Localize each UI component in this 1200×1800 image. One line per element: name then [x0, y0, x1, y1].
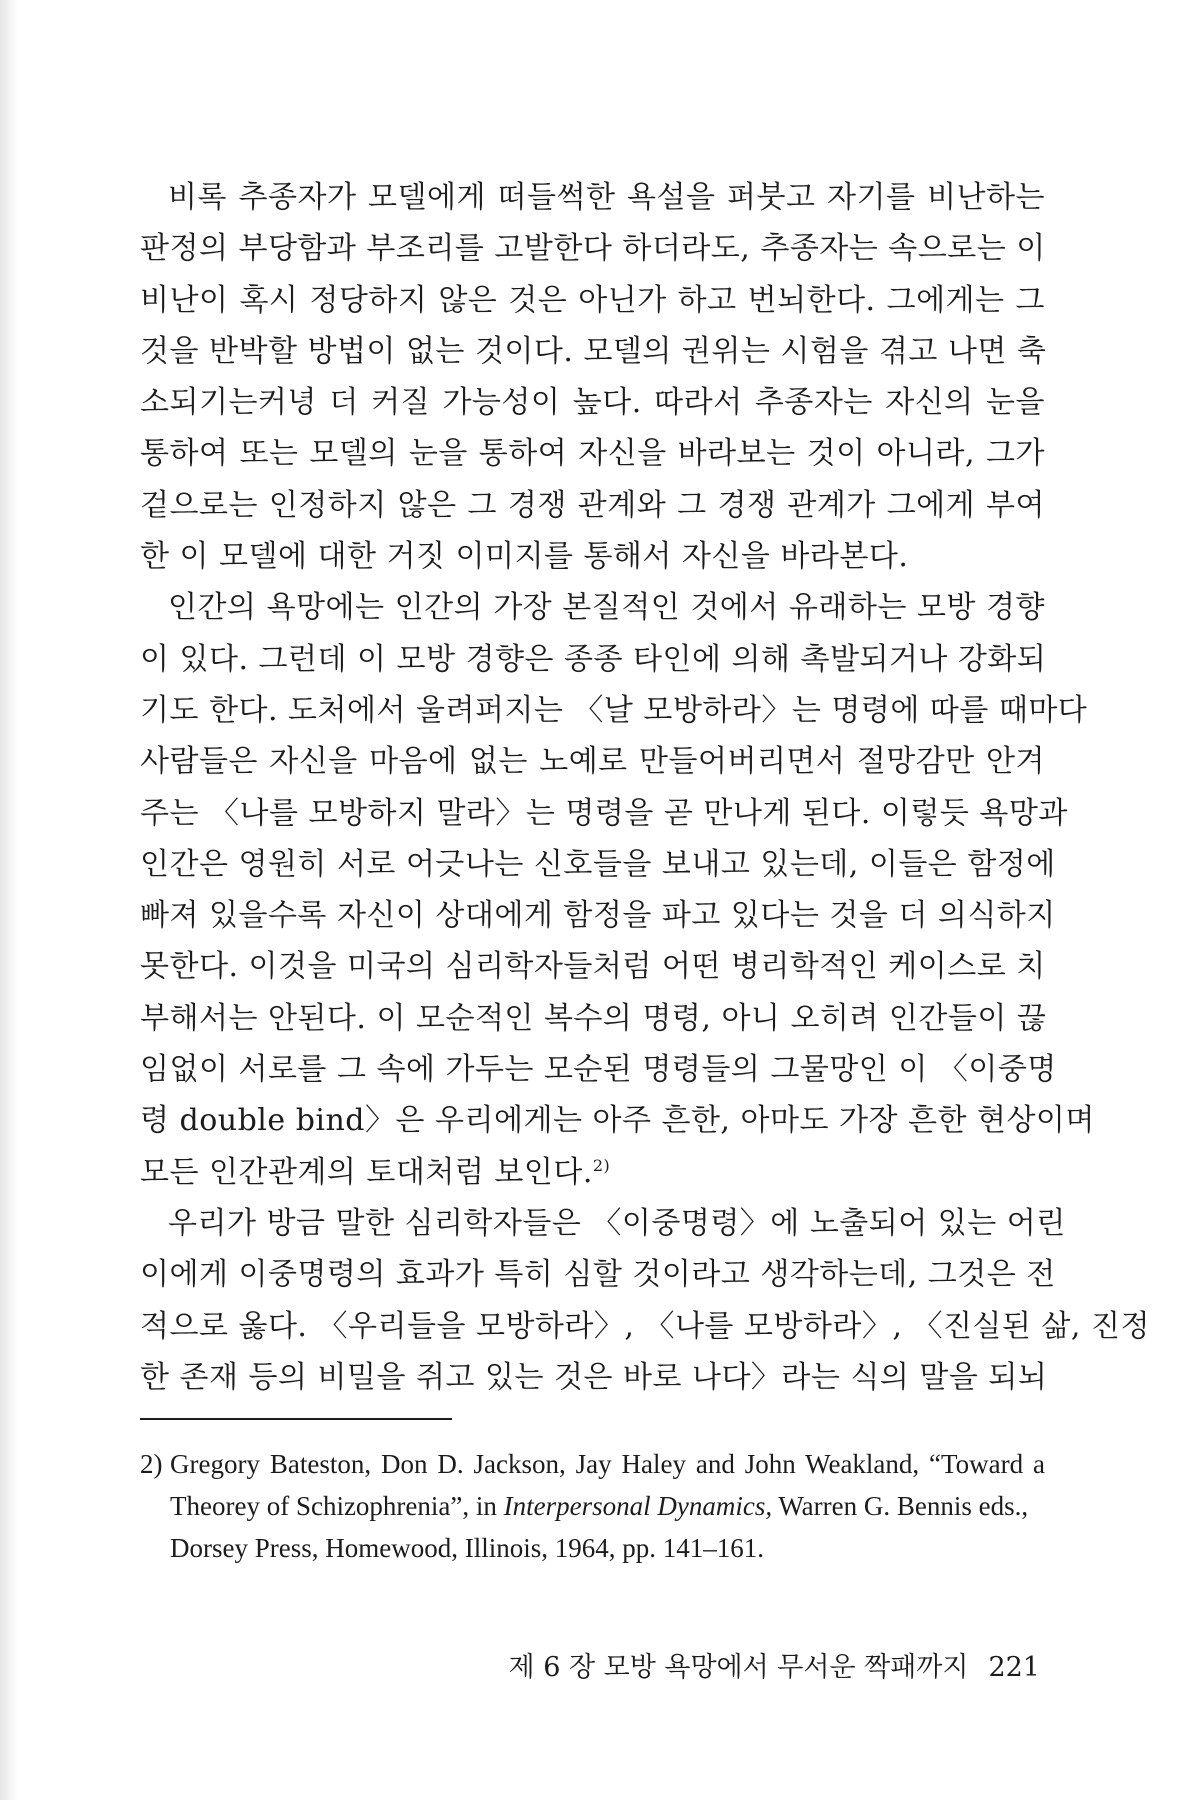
footnote-citation-publisher: Dorsey Press, Homewood, Illinois, 1964, pp. 141–161.: [170, 1533, 764, 1563]
text-line: 인간의 욕망에는 인간의 가장 본질적인 것에서 유래하는 모방 경향: [168, 590, 1045, 626]
page-number: 221: [988, 1652, 1040, 1683]
text-line: 판정의 부당함과 부조리를 고발한다 하더라도, 추종자는 속으로는 이: [140, 231, 1046, 267]
footnote-citation-editor: Warren G. Bennis eds.,: [772, 1491, 1029, 1521]
footnote-divider: [140, 1418, 452, 1420]
footnote-line: [140, 1443, 1045, 1485]
text-line: 령 double bind〉은 우리에게는 아주 흔한, 아마도 가장 흔한 현상이며: [140, 1103, 1095, 1139]
text-line: 이 있다. 그런데 이 모방 경향은 종종 타인에 의해 촉발되거나 강화되: [140, 641, 1047, 677]
text-line: 것을 반박할 방법이 없는 것이다. 모델의 권위는 시험을 겪고 나면 축: [140, 333, 1047, 369]
chapter-title: 제 6 장 모방 욕망에서 무서운 짝패까지: [508, 1652, 969, 1683]
text-line: 우리가 방금 말한 심리학자들은 〈이중명령〉에 노출되어 있는 어린: [168, 1205, 1066, 1241]
text-line: 못한다. 이것을 미국의 심리학자들처럼 어떤 병리학적인 케이스로 치: [140, 949, 1046, 985]
footnote-line: [140, 1485, 1045, 1527]
footnote: [140, 1443, 1045, 1569]
text-line: 비록 추종자가 모델에게 떠들썩한 욕설을 퍼붓고 자기를 비난하는: [168, 180, 1045, 215]
body-text: [140, 172, 1150, 1403]
text-line: 사람들은 자신을 마음에 없는 노예로 만들어버리면서 절망감만 안겨: [140, 744, 1045, 780]
footnote-book-title: Interpersonal Dynamics,: [503, 1491, 773, 1521]
footnote-citation-authors: Gregory Bateston, Don D. Jackson, Jay Haley and John Weakland, “Toward a: [170, 1449, 1045, 1479]
text-line: 이에게 이중명령의 효과가 특히 심할 것이라고 생각하는데, 그것은 전: [140, 1257, 1056, 1293]
text-line: 기도 한다. 도처에서 울려퍼지는 〈날 모방하라〉는 명령에 따를 때마다: [140, 692, 1088, 728]
footnote-reference: 2): [592, 1155, 611, 1175]
text-line: 한 이 모델에 대한 거짓 이미지를 통해서 자신을 바라본다.: [140, 539, 909, 575]
running-footer: [509, 1645, 1040, 1684]
text-line: 인간은 영원히 서로 어긋나는 신호들을 보내고 있는데, 이들은 함정에: [140, 846, 1056, 882]
text-line: 한 존재 등의 비밀을 쥐고 있는 것은 바로 나다〉라는 식의 말을 되뇌: [140, 1359, 1048, 1395]
text-line: 소되기는커녕 더 커질 가능성이 높다. 따라서 추종자는 자신의 눈을: [140, 385, 1045, 421]
page-gutter-shadow: [0, 0, 18, 1800]
text-line: 모든 인간관계의 토대처럼 보인다.: [140, 1154, 593, 1190]
text-line: 적으로 옳다. 〈우리들을 모방하라〉, 〈나를 모방하라〉, 〈진실된 삶, 진정: [140, 1308, 1150, 1344]
footnote-citation-title: Theorey of Schizophrenia”, in: [170, 1491, 504, 1521]
footnote-marker: 2): [140, 1449, 163, 1479]
footnote-line: [140, 1527, 1045, 1569]
text-line-with-footnote-ref: [140, 1147, 1045, 1198]
text-line: 빠져 있을수록 자신이 상대에게 함정을 파고 있다는 것을 더 의식하지: [140, 898, 1056, 934]
text-line: 임없이 서로를 그 속에 가두는 모순된 명령들의 그물망인 이 〈이중명: [140, 1052, 1057, 1088]
text-line: 겉으로는 인정하지 않은 그 경쟁 관계와 그 경쟁 관계가 그에게 부여: [140, 487, 1045, 523]
text-line: 통하여 또는 모델의 눈을 통하여 자신을 바라보는 것이 아니라, 그가: [140, 436, 1045, 472]
text-line: 주는 〈나를 모방하지 말라〉는 명령을 곧 만나게 된다. 이렇듯 욕망과: [140, 795, 1068, 831]
text-line: 비난이 혹시 정당하지 않은 것은 아닌가 하고 번뇌한다. 그에게는 그: [140, 282, 1045, 318]
text-line: 부해서는 안된다. 이 모순적인 복수의 명령, 아니 오히려 인간들이 끊: [140, 1000, 1047, 1036]
